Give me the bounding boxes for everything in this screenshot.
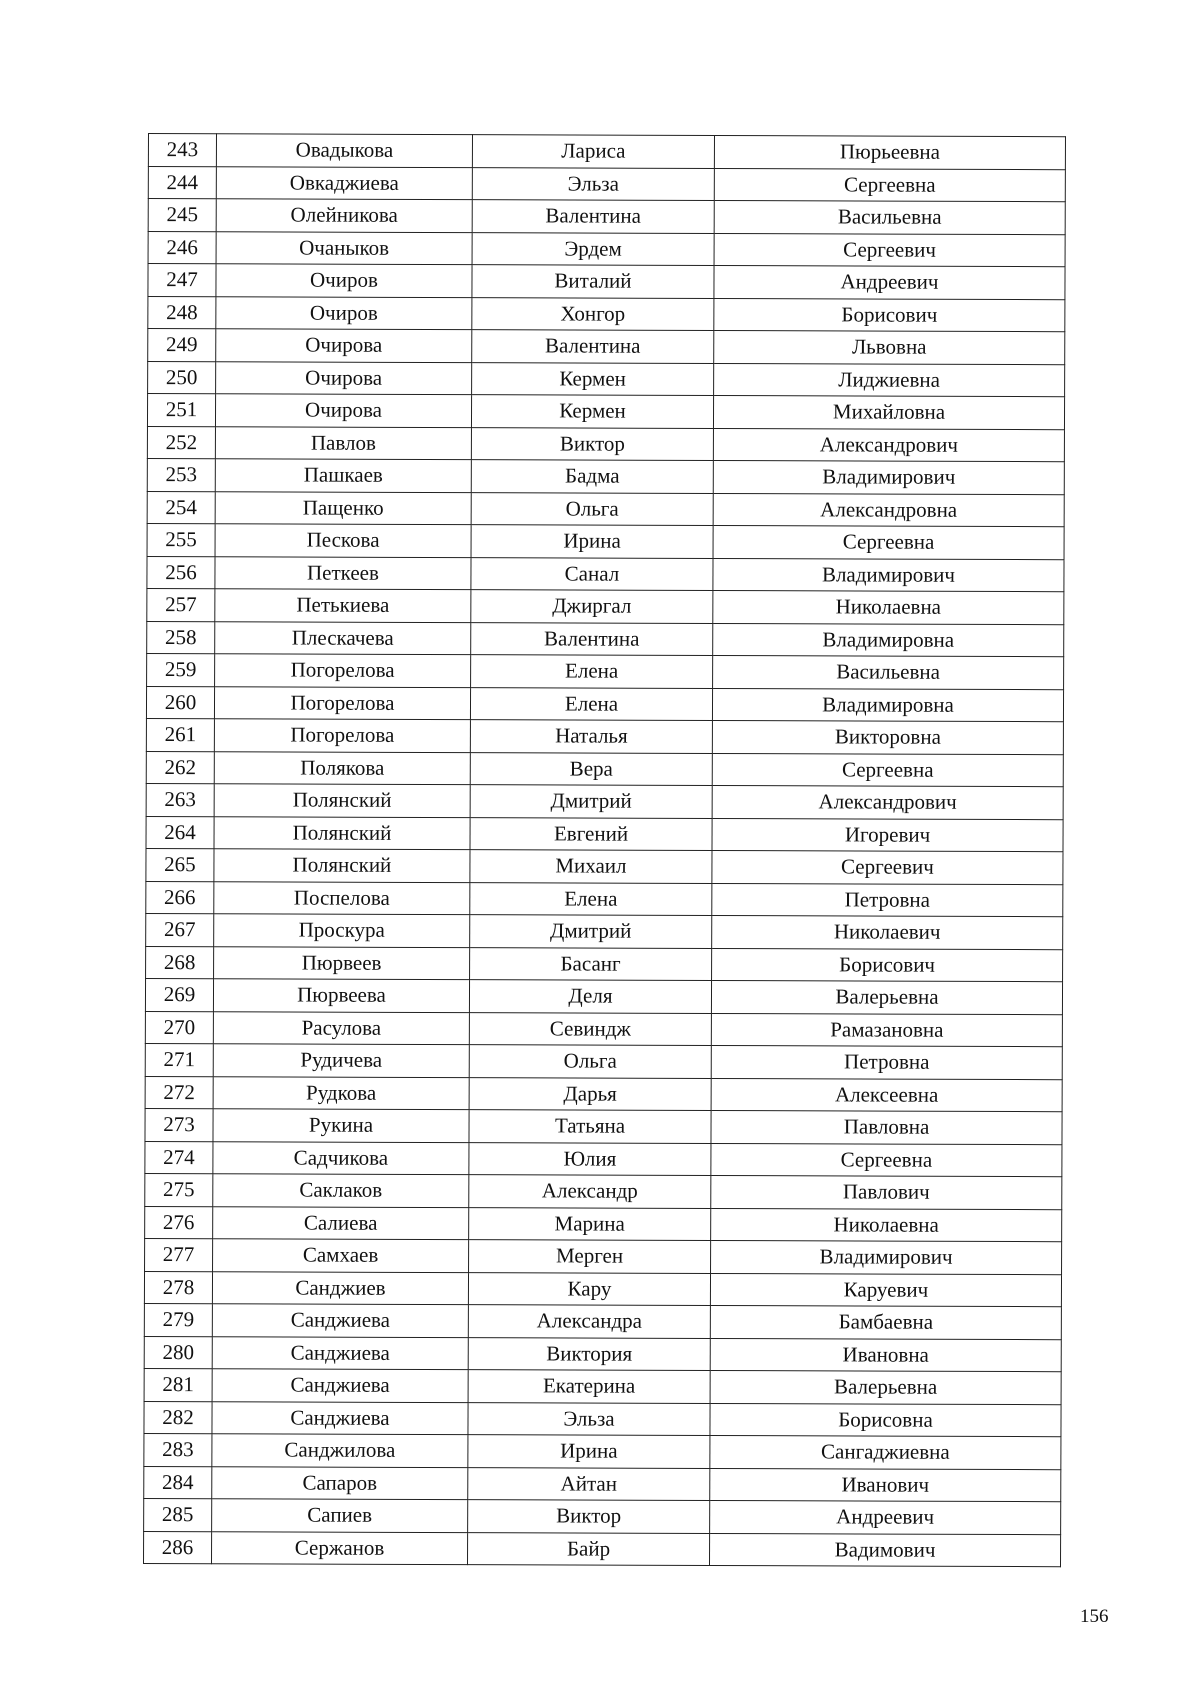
first-name-cell: Ольга (469, 1045, 711, 1078)
patronymic-cell: Сергеевна (711, 1143, 1062, 1177)
name-table (143, 133, 1066, 1567)
surname-cell: Поспелова (214, 881, 470, 914)
first-name-cell: Лариса (472, 135, 714, 168)
surname-cell: Петькиева (215, 589, 471, 622)
table-row (144, 1531, 1061, 1567)
table-row (145, 1108, 1062, 1144)
table-row (146, 913, 1063, 949)
row-number-cell: 262 (146, 751, 214, 784)
first-name-cell: Вера (470, 752, 712, 785)
surname-cell: Рудкова (213, 1076, 469, 1109)
row-number-cell: 270 (145, 1011, 213, 1044)
row-number-cell: 280 (144, 1336, 212, 1369)
row-number-cell: 286 (144, 1531, 212, 1564)
row-number-cell: 259 (147, 653, 215, 686)
table-row (147, 523, 1064, 559)
row-number-cell: 244 (148, 166, 216, 199)
surname-cell: Санджиева (212, 1336, 468, 1369)
surname-cell: Полянский (214, 849, 470, 882)
first-name-cell: Севиндж (469, 1012, 711, 1045)
row-number-cell: 279 (144, 1303, 212, 1336)
table-row (145, 1206, 1062, 1242)
surname-cell: Сапиев (212, 1499, 468, 1532)
first-name-cell: Александра (468, 1305, 710, 1338)
first-name-cell: Эльза (468, 1402, 710, 1435)
patronymic-cell: Васильевна (714, 200, 1065, 234)
surname-cell: Саклаков (213, 1174, 469, 1207)
row-number-cell: 254 (147, 491, 215, 524)
table-row (144, 1271, 1061, 1307)
surname-cell: Пюрвеев (214, 946, 470, 979)
first-name-cell: Михаил (470, 850, 712, 883)
surname-cell: Сапаров (212, 1466, 468, 1499)
first-name-cell: Мерген (469, 1240, 711, 1273)
table-row (146, 946, 1063, 982)
patronymic-cell: Павловна (711, 1110, 1062, 1144)
row-number-cell: 283 (144, 1433, 212, 1466)
surname-cell: Погорелова (215, 654, 471, 687)
surname-cell: Пюрвеева (213, 979, 469, 1012)
surname-cell: Погорелова (214, 686, 470, 719)
patronymic-cell: Лиджиевна (714, 363, 1065, 397)
row-number-cell: 258 (147, 621, 215, 654)
first-name-cell: Елена (470, 882, 712, 915)
patronymic-cell: Пюрьеевна (714, 135, 1065, 169)
row-number-cell: 249 (148, 329, 216, 362)
first-name-cell: Санал (471, 557, 713, 590)
patronymic-cell: Ивановна (710, 1338, 1061, 1372)
table-row (144, 1466, 1061, 1502)
table-row (148, 264, 1065, 300)
row-number-cell: 263 (146, 783, 214, 816)
patronymic-cell: Владимирович (713, 460, 1064, 494)
first-name-cell: Валентина (472, 200, 714, 233)
surname-cell: Петкеев (215, 556, 471, 589)
table-row (146, 816, 1063, 852)
first-name-cell: Евгений (470, 817, 712, 850)
first-name-cell: Александр (469, 1175, 711, 1208)
table-row (146, 848, 1063, 884)
table-row (147, 653, 1064, 689)
first-name-cell: Наталья (470, 720, 712, 753)
row-number-cell: 268 (146, 946, 214, 979)
first-name-cell: Кермен (471, 395, 713, 428)
row-number-cell: 272 (145, 1076, 213, 1109)
first-name-cell: Екатерина (468, 1370, 710, 1403)
row-number-cell: 260 (146, 686, 214, 719)
surname-cell: Рукина (213, 1109, 469, 1142)
patronymic-cell: Борисовна (710, 1403, 1061, 1437)
first-name-cell: Байр (468, 1532, 710, 1565)
patronymic-cell: Михайловна (713, 395, 1064, 429)
surname-cell: Санджилова (212, 1434, 468, 1467)
first-name-cell: Кермен (472, 362, 714, 395)
surname-cell: Очирова (216, 361, 472, 394)
first-name-cell: Валентина (472, 330, 714, 363)
surname-cell: Полякова (214, 751, 470, 784)
table-row (147, 588, 1064, 624)
surname-cell: Очирова (216, 329, 472, 362)
surname-cell: Пащенко (215, 491, 471, 524)
row-number-cell: 274 (145, 1141, 213, 1174)
patronymic-cell: Николаевна (713, 590, 1064, 624)
row-number-cell: 250 (148, 361, 216, 394)
first-name-cell: Эльза (472, 167, 714, 200)
first-name-cell: Елена (471, 655, 713, 688)
table-row (145, 1076, 1062, 1112)
row-number-cell: 278 (144, 1271, 212, 1304)
patronymic-cell: Сергеевич (714, 233, 1065, 267)
table-row (144, 1433, 1061, 1469)
surname-cell: Санджиева (212, 1401, 468, 1434)
surname-cell: Санджиев (212, 1271, 468, 1304)
patronymic-cell: Сергеевна (712, 753, 1063, 787)
patronymic-cell: Владимировна (713, 623, 1064, 657)
row-number-cell: 248 (148, 296, 216, 329)
first-name-cell: Дмитрий (470, 785, 712, 818)
patronymic-cell: Владимировна (712, 688, 1063, 722)
surname-cell: Расулова (213, 1011, 469, 1044)
table-row (146, 881, 1063, 917)
first-name-cell: Виктор (471, 427, 713, 460)
surname-cell: Очаныков (216, 231, 472, 264)
patronymic-cell: Николаевич (712, 915, 1063, 949)
row-number-cell: 247 (148, 264, 216, 297)
table-row (146, 718, 1063, 754)
surname-cell: Полянский (214, 816, 470, 849)
row-number-cell: 282 (144, 1401, 212, 1434)
first-name-cell: Бадма (471, 460, 713, 493)
surname-cell: Погорелова (214, 719, 470, 752)
first-name-cell: Ирина (468, 1435, 710, 1468)
row-number-cell: 271 (145, 1043, 213, 1076)
table-row (144, 1303, 1061, 1339)
patronymic-cell: Борисович (714, 298, 1065, 332)
row-number-cell: 255 (147, 523, 215, 556)
patronymic-cell: Вадимович (710, 1533, 1061, 1567)
surname-cell: Пашкаев (215, 459, 471, 492)
surname-cell: Салиева (213, 1206, 469, 1239)
row-number-cell: 281 (144, 1368, 212, 1401)
surname-cell: Санджиева (212, 1369, 468, 1402)
surname-cell: Овкаджиева (216, 166, 472, 199)
first-name-cell: Виктория (468, 1337, 710, 1370)
row-number-cell: 284 (144, 1466, 212, 1499)
first-name-cell: Дарья (469, 1077, 711, 1110)
surname-cell: Сержанов (212, 1531, 468, 1564)
row-number-cell: 265 (146, 848, 214, 881)
table-row (145, 1173, 1062, 1209)
row-number-cell: 252 (147, 426, 215, 459)
patronymic-cell: Бамбаевна (710, 1305, 1061, 1339)
row-number-cell: 257 (147, 588, 215, 621)
row-number-cell: 285 (144, 1498, 212, 1531)
patronymic-cell: Владимирович (711, 1240, 1062, 1274)
patronymic-cell: Львовна (714, 330, 1065, 364)
first-name-cell: Ольга (471, 492, 713, 525)
surname-cell: Очиров (216, 264, 472, 297)
surname-cell: Полянский (214, 784, 470, 817)
table-row (148, 296, 1065, 332)
table-row (148, 329, 1065, 365)
surname-cell: Рудичева (213, 1044, 469, 1077)
table-row (144, 1368, 1061, 1404)
first-name-cell: Деля (469, 980, 711, 1013)
row-number-cell: 256 (147, 556, 215, 589)
row-number-cell: 266 (146, 881, 214, 914)
patronymic-cell: Александрович (713, 428, 1064, 462)
patronymic-cell: Игоревич (712, 818, 1063, 852)
patronymic-cell: Борисович (712, 948, 1063, 982)
table-row (147, 458, 1064, 494)
surname-cell: Очиров (216, 296, 472, 329)
patronymic-cell: Николаевна (711, 1208, 1062, 1242)
table-row (147, 621, 1064, 657)
table-row (146, 783, 1063, 819)
patronymic-cell: Сергеевна (714, 168, 1065, 202)
patronymic-cell: Павлович (711, 1175, 1062, 1209)
table-row (148, 166, 1065, 202)
first-name-cell: Ирина (471, 525, 713, 558)
surname-cell: Овадыкова (216, 134, 472, 167)
first-name-cell: Дмитрий (470, 915, 712, 948)
patronymic-cell: Андреевич (710, 1500, 1061, 1534)
patronymic-cell: Петровна (711, 1045, 1062, 1079)
patronymic-cell: Иванович (710, 1468, 1061, 1502)
first-name-cell: Хонгор (472, 297, 714, 330)
patronymic-cell: Валерьевна (710, 1370, 1061, 1404)
table-row (147, 556, 1064, 592)
table-row (147, 491, 1064, 527)
patronymic-cell: Васильевна (713, 655, 1064, 689)
row-number-cell: 269 (145, 978, 213, 1011)
first-name-cell: Джиргал (471, 590, 713, 623)
patronymic-cell: Андреевич (714, 265, 1065, 299)
row-number-cell: 277 (145, 1238, 213, 1271)
patronymic-cell: Александровна (713, 493, 1064, 527)
table-row (144, 1498, 1061, 1534)
table-row (145, 978, 1062, 1014)
row-number-cell: 243 (148, 134, 216, 167)
table-row (145, 1141, 1062, 1177)
table-row (148, 199, 1065, 235)
patronymic-cell: Сангаджиевна (710, 1435, 1061, 1469)
patronymic-cell: Сергеевич (712, 850, 1063, 884)
first-name-cell: Эрдем (472, 232, 714, 265)
table-row (148, 134, 1065, 170)
row-number-cell: 245 (148, 199, 216, 232)
table-row (146, 686, 1063, 722)
table-row (148, 361, 1065, 397)
page-number: 156 (1080, 1606, 1109, 1627)
first-name-cell: Виктор (468, 1500, 710, 1533)
row-number-cell: 251 (147, 394, 215, 427)
first-name-cell: Татьяна (469, 1110, 711, 1143)
table-row (144, 1401, 1061, 1437)
row-number-cell: 246 (148, 231, 216, 264)
surname-cell: Садчикова (213, 1141, 469, 1174)
surname-cell: Олейникова (216, 199, 472, 232)
surname-cell: Самхаев (213, 1239, 469, 1272)
patronymic-cell: Петровна (712, 883, 1063, 917)
row-number-cell: 273 (145, 1108, 213, 1141)
table-row (146, 751, 1063, 787)
row-number-cell: 264 (146, 816, 214, 849)
row-number-cell: 253 (147, 458, 215, 491)
first-name-cell: Басанг (470, 947, 712, 980)
surname-cell: Проскура (214, 914, 470, 947)
table-row (145, 1011, 1062, 1047)
surname-cell: Плескачева (215, 621, 471, 654)
patronymic-cell: Валерьевна (711, 980, 1062, 1014)
row-number-cell: 267 (146, 913, 214, 946)
surname-cell: Санджиева (212, 1304, 468, 1337)
first-name-cell: Юлия (469, 1142, 711, 1175)
patronymic-cell: Алексеевна (711, 1078, 1062, 1112)
first-name-cell: Виталий (472, 265, 714, 298)
row-number-cell: 276 (145, 1206, 213, 1239)
surname-cell: Пескова (215, 524, 471, 557)
first-name-cell: Валентина (471, 622, 713, 655)
surname-cell: Павлов (215, 426, 471, 459)
patronymic-cell: Александрович (712, 785, 1063, 819)
patronymic-cell: Сергеевна (713, 525, 1064, 559)
patronymic-cell: Рамазановна (711, 1013, 1062, 1047)
patronymic-cell: Каруевич (710, 1273, 1061, 1307)
row-number-cell: 275 (145, 1173, 213, 1206)
table-row (145, 1043, 1062, 1079)
first-name-cell: Кару (468, 1272, 710, 1305)
patronymic-cell: Владимирович (713, 558, 1064, 592)
table-row (147, 426, 1064, 462)
table-row (145, 1238, 1062, 1274)
first-name-cell: Марина (469, 1207, 711, 1240)
patronymic-cell: Викторовна (712, 720, 1063, 754)
table-body (144, 134, 1066, 1567)
table-row (144, 1336, 1061, 1372)
surname-cell: Очирова (215, 394, 471, 427)
table-row (148, 231, 1065, 267)
row-number-cell: 261 (146, 718, 214, 751)
first-name-cell: Елена (470, 687, 712, 720)
table-row (147, 394, 1064, 430)
first-name-cell: Айтан (468, 1467, 710, 1500)
